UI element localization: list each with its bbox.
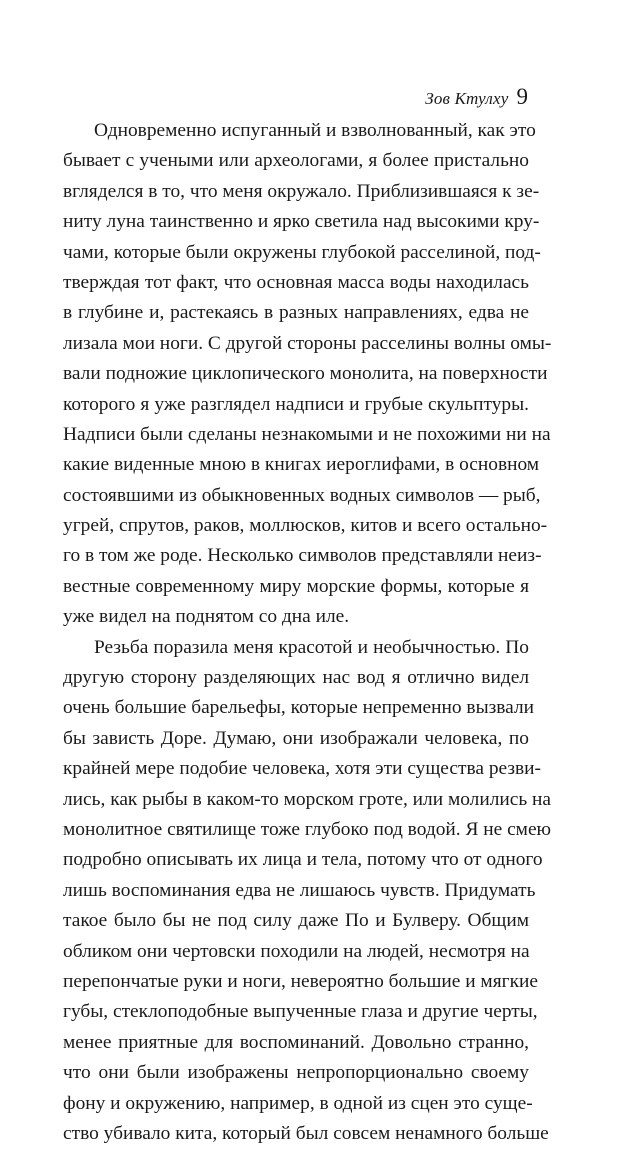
text-line: очень большие барельефы, которые непременно вызвали: [63, 697, 535, 719]
text-line: такое было бы не под силу даже По и Булверу. Общим: [63, 910, 529, 932]
text-line: подробно описывать их лица и тела, потому что от одного: [63, 849, 543, 871]
text-line: тверждая тот факт, что основная масса воды находилась: [63, 271, 529, 293]
paragraph: [63, 116, 552, 633]
text-line: которого я уже разглядел надписи и грубые скульптуры.: [63, 393, 529, 415]
running-title: Зов Ктулху: [425, 89, 509, 108]
text-line: лись, как рыбы в каком-то морском гроте, или молились на: [63, 788, 552, 810]
text-line: обликом они чертовски походили на людей, несмотря на: [63, 940, 530, 962]
text-line: какие виденные мною в книгах иероглифами, в основном: [63, 454, 540, 476]
page-number: 9: [516, 84, 528, 109]
running-head: [425, 84, 528, 110]
text-line: лишь воспоминания едва не лишаюсь чувств. Придумать: [63, 879, 536, 901]
text-line: Резьба поразила меня красотой и необычностью. По: [94, 636, 529, 658]
text-line: бы зависть Доре. Думаю, они изображали человека, по: [63, 727, 529, 749]
text-line: Одновременно испуганный и взволнованный, как это: [94, 120, 536, 141]
text-line: чами, которые были окружены глубокой расселиной, под-: [63, 241, 541, 263]
text-line: перепончатые руки и ноги, невероятно большие и мягкие: [63, 970, 538, 992]
text-line: крайней мере подобие человека, хотя эти существа резви-: [63, 758, 542, 780]
text-line: что они были изображены непропорционально своему: [63, 1062, 529, 1084]
text-line: лизала мои ноги. С другой стороны расселины волны омы-: [63, 332, 552, 354]
text-line: уже видел на поднятом со дна иле.: [63, 606, 350, 628]
paragraph: [63, 633, 552, 1149]
text-line: ство убивало кита, который был совсем ненамного больше: [63, 1122, 549, 1144]
text-line: фону и окружению, например, в одной из сцен это суще-: [63, 1092, 533, 1114]
text-line: го в том же роде. Несколько символов представляли неиз-: [63, 545, 542, 567]
body-text: [63, 116, 552, 1149]
text-line: губы, стеклоподобные выпученные глаза и другие черты,: [63, 1001, 538, 1023]
text-line: вестные современному миру морские формы, которые я: [63, 575, 529, 597]
text-line: монолитное святилище тоже глубоко под водой. Я не смею: [63, 818, 552, 840]
text-line: угрей, спрутов, раков, моллюсков, китов и всего остально-: [63, 515, 548, 537]
text-line: вали подножие циклопического монолита, на поверхности: [63, 363, 548, 385]
text-line: Надписи были сделаны незнакомыми и не похожими ни на: [63, 423, 551, 445]
text-line: менее приятные для воспоминаний. Довольно странно,: [63, 1031, 529, 1053]
text-line: состоявшими из обыкновенных водных символов — рыб,: [63, 484, 541, 506]
text-line: ниту луна таинственно и ярко светила над высокими кру-: [63, 211, 540, 233]
text-line: бывает с учеными или археологами, я более пристально: [63, 150, 529, 172]
text-line: в глубине и, растекаясь в разных направлениях, едва не: [63, 302, 529, 324]
text-line: вгляделся в то, что меня окружало. Приблизившаяся к зе-: [63, 180, 540, 202]
text-line: другую сторону разделяющих нас вод я отлично видел: [63, 667, 529, 689]
